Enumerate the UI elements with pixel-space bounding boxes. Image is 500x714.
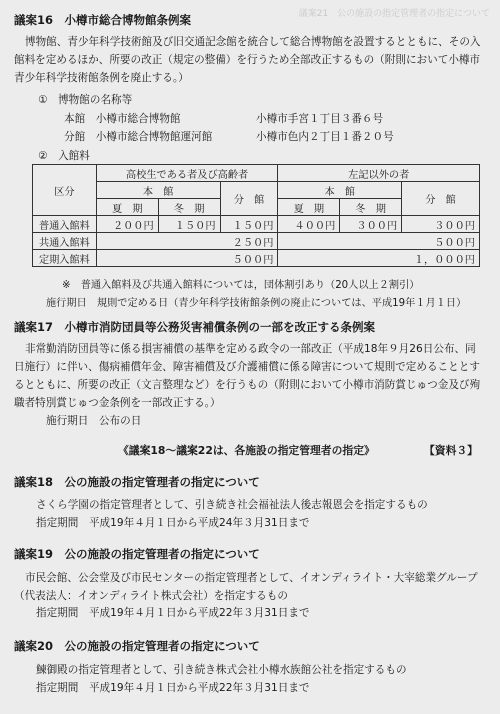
- bill-20-description: 鰊御殿の指定管理者として、引き続き株式会社小樽水族館公社を指定するもの: [36, 664, 407, 676]
- header-group-others: 左記以外の者: [278, 165, 480, 182]
- bill-16-enforcement: 施行期日 規則で定める日（青少年科学技術館条例の廃止については、平成19年１月１日）: [46, 298, 467, 309]
- table-cell: ５００円: [96, 250, 278, 267]
- table-row: [33, 233, 480, 250]
- row-label: 共通入館料: [33, 233, 97, 250]
- header-winter-2: 冬 期: [340, 199, 402, 216]
- table-cell: ４００円: [278, 216, 340, 233]
- header-summer-2: 夏 期: [278, 199, 340, 216]
- table-cell: ２５０円: [96, 233, 278, 250]
- bill-19-description: 市民会館、公会堂及び市民センターの指定管理者として、イオンディライト・大宰総業グループ（代表法人：イオンディライト株式会社）を指定するもの: [14, 572, 478, 602]
- table-cell: １５０円: [158, 216, 220, 233]
- bunkan-address: 小樽市色内２丁目１番２０号: [256, 131, 394, 143]
- bill-20-title: 議案20 公の施設の指定管理者の指定について: [14, 639, 260, 653]
- header-bunkan-1: 分 館: [220, 182, 278, 216]
- header-bunkan-2: 分 館: [402, 182, 480, 216]
- bill-16-description: 博物館、青少年科学技術館及び旧交通記念館を統合して総合博物館を設置するとともに、その入館料を定めるほか、所要の改正（規定の整備）を行うため全部改正するもの（附則において小樽市青少年科学技術館条例を廃止する。）: [14, 36, 481, 84]
- header-group-youth-elderly: 高校生である者及び高齢者: [96, 165, 278, 182]
- table-cell: ３００円: [340, 216, 402, 233]
- table-row: [33, 216, 480, 233]
- fee-note: ※ 普通入館料及び共通入館料については，団体割引あり（20人以上２割引）: [62, 280, 420, 291]
- table-cell: ５００円: [278, 233, 480, 250]
- bill-16-item-fees: ② 入館料: [38, 150, 90, 162]
- bill-19-title: 議案19 公の施設の指定管理者の指定について: [14, 547, 260, 561]
- bill-16-item-names: ① 博物館の名称等: [38, 94, 133, 106]
- bunkan-name: 分館 小樽市総合博物館運河館: [64, 131, 213, 143]
- reference-label: 【資料３】: [424, 444, 478, 457]
- table-row: [33, 250, 480, 267]
- bill-16-title: 議案16 小樽市総合博物館条例案: [14, 13, 192, 27]
- bill-18-period: 指定期間 平成19年４月１日から平成24年３月31日まで: [36, 517, 310, 529]
- admission-fee-table: [32, 164, 480, 267]
- honkan-address: 小樽市手宮１丁目３番６号: [256, 113, 384, 125]
- bill-18-title: 議案18 公の施設の指定管理者の指定について: [14, 475, 260, 489]
- bill-17-title: 議案17 小樽市消防団員等公務災害補償条例の一部を改正する条例案: [14, 320, 375, 334]
- header-honkan-2: 本 館: [278, 182, 402, 199]
- bill-19-period: 指定期間 平成19年４月１日から平成22年３月31日まで: [36, 607, 310, 619]
- bill-20-period: 指定期間 平成19年４月１日から平成22年３月31日まで: [36, 682, 310, 694]
- row-label: 定期入館料: [33, 250, 97, 267]
- table-cell: １，０００円: [278, 250, 480, 267]
- section-heading: 《議案18〜議案22は、各施設の指定管理者の指定》: [118, 444, 375, 457]
- table-cell: ３００円: [402, 216, 480, 233]
- table-cell: １５０円: [220, 216, 278, 233]
- header-kubun: 区分: [33, 165, 97, 216]
- row-label: 普通入館料: [33, 216, 97, 233]
- header-winter-1: 冬 期: [158, 199, 220, 216]
- honkan-name: 本館 小樽市総合博物館: [64, 113, 181, 125]
- header-summer-1: 夏 期: [96, 199, 158, 216]
- bleed-through-text: 議案21 公の施設の指定管理者の指定について: [298, 9, 490, 19]
- table-cell: ２００円: [96, 216, 158, 233]
- bill-17-description: 非常勤消防団員等に係る損害補償の基準を定める政令の一部改正（平成18年９月26日公布、同日施行）に伴い、傷病補償年金、障害補償及び介護補償に係る障害について規則で定めることとするとともに、所要の改正（文言整理など）を行うもの（附則において小樽市消防賞じゅつ金及び殉職者特別賞じゅつ金条例を一部改正する。）: [14, 343, 481, 409]
- bill-17-enforcement: 施行期日 公布の日: [46, 415, 142, 427]
- bill-18-description: さくら学園の指定管理者として、引き続き社会福祉法人後志報恩会を指定するもの: [36, 499, 428, 511]
- header-honkan-1: 本 館: [96, 182, 220, 199]
